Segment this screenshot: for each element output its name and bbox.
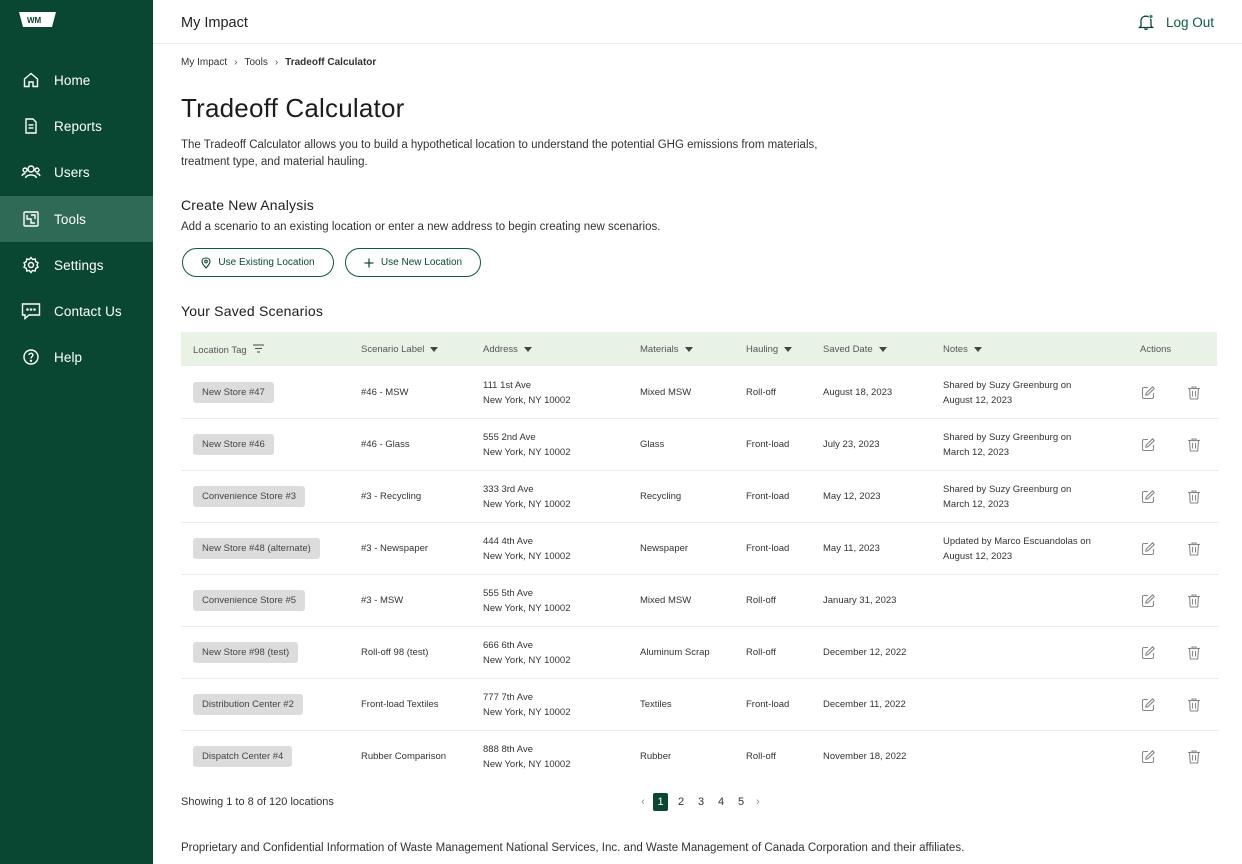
address — [483, 535, 571, 564]
trash-icon[interactable] — [1186, 437, 1202, 453]
materials: Recycling — [640, 491, 682, 502]
sidebar-item-settings[interactable] — [0, 242, 153, 288]
saved-date: August 18, 2023 — [823, 387, 893, 398]
sidebar-item-home[interactable] — [0, 57, 153, 103]
hauling: Front-load — [746, 439, 790, 450]
location-tag-chip[interactable]: New Store #48 (alternate) — [193, 538, 320, 559]
use-new-location-button[interactable] — [345, 248, 481, 277]
page-button-2[interactable]: 2 — [677, 796, 685, 808]
home-icon — [21, 70, 41, 90]
trash-icon[interactable] — [1186, 697, 1202, 713]
notes — [943, 379, 1071, 408]
address-line-1: 555 5th Ave — [483, 588, 534, 599]
saved-date: May 11, 2023 — [823, 543, 880, 554]
trash-icon[interactable] — [1186, 645, 1202, 661]
chat-icon — [21, 301, 41, 321]
footer-legal: Proprietary and Confidential Information of Waste Management National Services, Inc. and Waste Management of Canada Corporation and their affiliates. — [181, 842, 965, 854]
svg-text:WM: WM — [27, 16, 42, 25]
materials: Newspaper — [640, 543, 689, 554]
table-row — [181, 471, 1219, 523]
chevron-left-icon[interactable]: ‹ — [641, 796, 645, 808]
address-line-2: New York, NY 10002 — [483, 758, 571, 770]
saved-date: December 11, 2022 — [823, 699, 906, 710]
address-line-1: 555 2nd Ave — [483, 432, 536, 443]
address — [483, 483, 571, 512]
bell-icon[interactable] — [1137, 13, 1155, 31]
button-label: Use Existing Location — [218, 257, 315, 268]
address — [483, 639, 571, 668]
table-row — [181, 731, 1219, 783]
sort-caret-icon — [524, 347, 532, 352]
saved-date: November 18, 2022 — [823, 751, 907, 762]
header-title: My Impact — [181, 15, 248, 31]
note-line-2: August 12, 2023 — [943, 550, 1013, 562]
sidebar-item-contact-us[interactable] — [0, 288, 153, 334]
pagination — [636, 793, 765, 811]
location-tag-chip[interactable]: Dispatch Center #4 — [193, 746, 292, 767]
wm-logo[interactable] — [19, 12, 56, 27]
sidebar-item-tools[interactable] — [0, 196, 153, 242]
hauling: Roll-off — [746, 647, 776, 658]
column-actions — [1140, 344, 1171, 355]
trash-icon[interactable] — [1186, 541, 1202, 557]
edit-icon[interactable] — [1140, 541, 1156, 557]
column-location-tag[interactable] — [193, 344, 264, 356]
sidebar-item-help[interactable] — [0, 334, 153, 380]
sidebar-item-label: Contact Us — [54, 303, 122, 319]
location-tag-chip[interactable]: New Store #46 — [193, 434, 274, 455]
location-pin-icon — [201, 257, 211, 269]
hauling: Roll-off — [746, 751, 776, 762]
scenario-label: #46 - Glass — [361, 439, 410, 450]
scenario-label: Roll-off 98 (test) — [361, 647, 429, 658]
address-line-1: 888 8th Ave — [483, 744, 534, 755]
address-line-2: New York, NY 10002 — [483, 394, 571, 406]
saved-date: July 23, 2023 — [823, 439, 880, 450]
column-label: Hauling — [746, 344, 779, 355]
tools-icon — [21, 209, 41, 229]
trash-icon[interactable] — [1186, 385, 1202, 401]
materials: Rubber — [640, 751, 672, 762]
page-button-3[interactable]: 3 — [697, 796, 705, 808]
edit-icon[interactable] — [1140, 593, 1156, 609]
materials: Textiles — [640, 699, 672, 710]
sidebar-item-label: Tools — [54, 211, 87, 227]
table-row — [181, 523, 1219, 575]
address-line-1: 444 4th Ave — [483, 536, 534, 547]
location-tag-chip[interactable]: Distribution Center #2 — [193, 694, 303, 715]
table-header — [181, 332, 1217, 366]
breadcrumb-tools[interactable]: Tools — [244, 57, 268, 68]
chevron-right-icon: › — [234, 57, 238, 68]
notes — [943, 483, 1071, 512]
note-line-1: Updated by Marco Escuandolas on — [943, 536, 1091, 547]
logout-link[interactable]: Log Out — [1166, 15, 1215, 30]
pagination-summary: Showing 1 to 8 of 120 locations — [181, 796, 334, 808]
address-line-2: New York, NY 10002 — [483, 654, 571, 666]
create-analysis-subtitle: Add a scenario to an existing location or enter a new address to begin creating new scenarios. — [181, 221, 661, 233]
document-icon — [21, 116, 41, 136]
address — [483, 743, 571, 772]
page-button-1[interactable]: 1 — [653, 793, 668, 811]
help-icon — [21, 347, 41, 367]
location-tag-chip[interactable]: Convenience Store #5 — [193, 590, 305, 611]
column-label: Scenario Label — [361, 344, 425, 355]
address — [483, 379, 571, 408]
sort-caret-icon — [784, 347, 792, 352]
scenario-label: Rubber Comparison — [361, 751, 447, 762]
note-line-1: Shared by Suzy Greenburg on — [943, 380, 1072, 391]
hauling: Roll-off — [746, 595, 776, 606]
breadcrumb-my-impact[interactable]: My Impact — [181, 57, 228, 68]
column-materials[interactable] — [640, 344, 693, 355]
scenario-label: #3 - MSW — [361, 595, 404, 606]
table-row — [181, 627, 1219, 679]
note-line-2: March 12, 2023 — [943, 446, 1010, 458]
address-line-1: 333 3rd Ave — [483, 484, 534, 495]
sidebar-item-label: Settings — [54, 257, 104, 273]
column-saved-date[interactable] — [823, 344, 887, 355]
page-button-4[interactable]: 4 — [717, 796, 725, 808]
hauling: Front-load — [746, 699, 790, 710]
chevron-right-icon[interactable]: › — [756, 796, 760, 808]
edit-icon[interactable] — [1140, 749, 1156, 765]
edit-icon[interactable] — [1140, 437, 1156, 453]
trash-icon[interactable] — [1186, 749, 1202, 765]
column-notes[interactable] — [943, 344, 982, 355]
page-button-5[interactable]: 5 — [737, 796, 745, 808]
address-line-2: New York, NY 10002 — [483, 706, 571, 718]
sidebar-item-users[interactable] — [0, 149, 153, 195]
plus-icon — [364, 258, 374, 268]
sidebar-item-label: Reports — [54, 118, 102, 134]
sidebar — [0, 0, 153, 864]
materials: Glass — [640, 439, 665, 450]
address-line-1: 666 6th Ave — [483, 640, 534, 651]
edit-icon[interactable] — [1140, 489, 1156, 505]
trash-icon[interactable] — [1186, 489, 1202, 505]
page-title: Tradeoff Calculator — [181, 93, 405, 123]
sidebar-item-label: Help — [54, 349, 83, 365]
note-line-2: March 12, 2023 — [943, 498, 1010, 510]
table-row — [181, 575, 1219, 627]
column-label: Location Tag — [193, 344, 247, 356]
scenario-label: #46 - MSW — [361, 387, 409, 398]
sort-caret-icon — [879, 347, 887, 352]
note-line-1: Shared by Suzy Greenburg on — [943, 432, 1072, 443]
location-tag-chip[interactable]: New Store #47 — [193, 382, 274, 403]
column-label: Actions — [1140, 344, 1172, 355]
page-description: The Tradeoff Calculator allows you to build a hypothetical location to understand the potential GHG emissions from materials, treatment type, and material hauling. — [181, 139, 818, 168]
materials: Mixed MSW — [640, 595, 692, 606]
saved-date: December 12, 2022 — [823, 647, 907, 658]
chevron-right-icon: › — [274, 57, 279, 68]
use-existing-location-button[interactable] — [182, 248, 334, 277]
address-line-2: New York, NY 10002 — [483, 602, 571, 614]
column-label: Saved Date — [823, 344, 873, 355]
column-label: Materials — [640, 344, 679, 355]
sort-caret-icon — [685, 347, 693, 352]
users-icon — [21, 162, 41, 182]
notes — [943, 535, 1091, 564]
notes — [943, 431, 1071, 460]
address — [483, 431, 571, 460]
location-tag-chip[interactable]: New Store #98 (test) — [193, 642, 298, 663]
address — [483, 587, 571, 616]
edit-icon[interactable] — [1140, 385, 1156, 401]
column-hauling[interactable] — [746, 344, 792, 355]
sidebar-item-reports[interactable] — [0, 103, 153, 149]
column-scenario-label[interactable] — [361, 344, 438, 355]
sidebar-item-label: Users — [54, 164, 90, 180]
saved-scenarios-title: Your Saved Scenarios — [181, 303, 324, 319]
table-row — [181, 367, 1219, 419]
hauling: Roll-off — [746, 387, 776, 398]
sort-caret-icon — [974, 347, 982, 352]
filter-icon[interactable] — [253, 344, 264, 356]
materials: Aluminum Scrap — [640, 647, 710, 658]
note-line-1: Shared by Suzy Greenburg on — [943, 484, 1072, 495]
breadcrumb — [181, 57, 376, 68]
table-row — [181, 419, 1219, 471]
button-label: Use New Location — [380, 257, 463, 268]
scenario-label: #3 - Newspaper — [361, 543, 429, 554]
breadcrumb-current: Tradeoff Calculator — [285, 57, 377, 68]
address-line-2: New York, NY 10002 — [483, 498, 571, 510]
address — [483, 691, 571, 720]
hauling: Front-load — [746, 543, 790, 554]
gear-icon — [21, 255, 41, 275]
column-label: Notes — [943, 344, 968, 355]
trash-icon[interactable] — [1186, 593, 1202, 609]
column-address[interactable] — [483, 344, 532, 355]
note-line-2: August 12, 2023 — [943, 394, 1013, 406]
edit-icon[interactable] — [1140, 645, 1156, 661]
location-tag-chip[interactable]: Convenience Store #3 — [193, 486, 305, 507]
materials: Mixed MSW — [640, 387, 692, 398]
table-row — [181, 679, 1219, 731]
address-line-1: 777 7th Ave — [483, 692, 534, 703]
scenario-label: Front-load Textiles — [361, 699, 439, 710]
saved-date: January 31, 2023 — [823, 595, 897, 606]
sort-caret-icon — [430, 347, 438, 352]
top-header — [153, 0, 1242, 44]
create-analysis-title: Create New Analysis — [181, 197, 314, 213]
edit-icon[interactable] — [1140, 697, 1156, 713]
hauling: Front-load — [746, 491, 790, 502]
address-line-2: New York, NY 10002 — [483, 446, 571, 458]
sidebar-item-label: Home — [54, 72, 91, 88]
address-line-1: 111 1st Ave — [483, 380, 532, 391]
column-label: Address — [483, 344, 518, 355]
scenario-label: #3 - Recycling — [361, 491, 422, 502]
saved-date: May 12, 2023 — [823, 491, 881, 502]
address-line-2: New York, NY 10002 — [483, 550, 571, 562]
